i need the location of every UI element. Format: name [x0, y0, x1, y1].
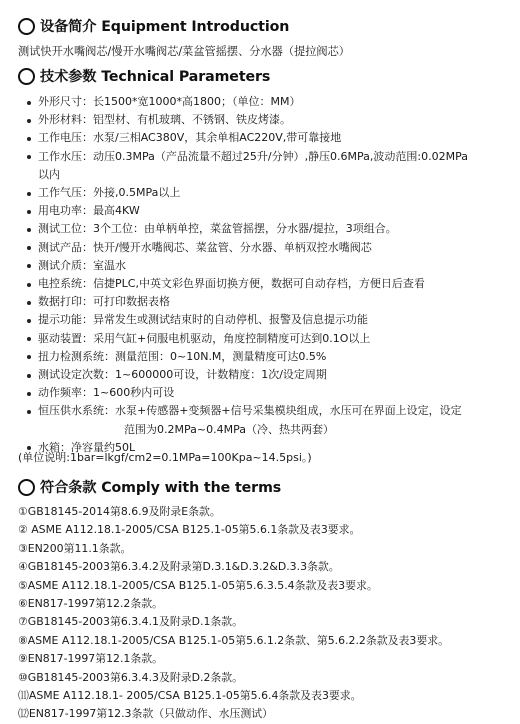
- term-item: ⑩GB18145-2003第6.3.4.3及附录D.2条款。: [18, 670, 244, 684]
- section-title: 设备简介 Equipment Introduction: [40, 19, 290, 35]
- section-title: 技术参数 Technical Parameters: [40, 69, 271, 85]
- parameter-text: 驱动装置：采用气缸+伺服电机驱动，角度控制精度可达到0.1O以上: [38, 331, 371, 345]
- parameter-item: [0, 384, 520, 402]
- parameter-text-continuation: 以内: [38, 167, 60, 181]
- circle-bullet-icon: [18, 479, 35, 496]
- unit-note: (单位说明:1bar=lkgf/cm2=0.1MPa=100Kpa~14.5psi。): [18, 451, 312, 464]
- parameter-item: [0, 402, 520, 438]
- section-heading-comply: [18, 476, 281, 498]
- term-item: ①GB18145-2014第8.6.9及附录E条款。: [18, 505, 221, 518]
- parameter-item: [0, 366, 520, 384]
- parameter-text: 测试工位：3个工位：由单柄单控，菜盆管摇摆，分水器/提拉，3项组合。: [38, 222, 397, 236]
- circle-bullet-icon: [18, 18, 35, 35]
- term-item: ⑾ASME A112.18.1- 2005/CSA B125.1-05第5.6.4条款及表3要求。: [18, 689, 362, 703]
- term-item: ⑿EN817-1997第12.3条款（只做动作、水压测试）: [18, 707, 274, 721]
- parameter-text: 外形材料：铝型材、有机玻璃、不锈钢、铁皮烤漆。: [38, 113, 291, 127]
- parameter-item: [0, 111, 520, 129]
- term-item: ⑨EN817-1997第12.1条款。: [18, 652, 164, 666]
- section-heading-technical: [18, 65, 270, 87]
- parameter-text: 水箱：净容量约50L: [38, 440, 136, 454]
- term-item: ③EN200第11.1条款。: [18, 541, 132, 555]
- parameter-text: 数据打印：可打印数据表格: [38, 295, 170, 309]
- parameter-text: 电控系统：信捷PLC,中英文彩色界面切换方便，数据可自动存档，方便日后查看: [38, 277, 425, 291]
- parameter-list: [0, 93, 520, 457]
- parameter-item: [0, 275, 520, 293]
- parameter-item: [0, 220, 520, 238]
- parameter-text: 工作电压：水泵/三相AC380V，其余单相AC220V,带可靠接地: [38, 131, 342, 145]
- parameter-item: [0, 348, 520, 366]
- term-item: ② ASME A112.18.1-2005/CSA B125.1-05第5.6.1条款及表3要求。: [18, 523, 361, 537]
- terms-list: [18, 503, 449, 724]
- parameter-item: [0, 202, 520, 220]
- section-heading-equipment: [18, 15, 289, 37]
- parameter-item: [0, 129, 520, 147]
- parameter-text: 工作水压：动压0.3MPa（产品流量不超过25升/分钟）,静压0.6MPa,波动范围:0.02MPa: [38, 149, 468, 163]
- parameter-item: [0, 93, 520, 111]
- circle-bullet-icon: [18, 68, 35, 85]
- parameter-text-continuation: 范围为0.2MPa~0.4MPa（冷、热共两套）: [124, 422, 334, 436]
- parameter-text: 提示功能：异常发生或测试结束时的自动停机、报警及信息提示功能: [38, 313, 368, 327]
- term-item: ⑥EN817-1997第12.2条款。: [18, 597, 164, 611]
- parameter-item: [0, 257, 520, 275]
- parameter-text: 外形尺寸：长1500*宽1000*高1800；（单位：MM）: [38, 95, 301, 108]
- parameter-item: [0, 239, 520, 257]
- parameter-text: 恒压供水系统：水泵+传感器+变频器+信号采集模块组成，水压可在界面上设定，设定: [38, 404, 462, 418]
- section-title: 符合条款 Comply with the terms: [40, 480, 282, 496]
- term-item: ④GB18145-2003第6.3.4.2及附录第D.3.1&D.3.2&D.3.3条款。: [18, 560, 340, 574]
- parameter-text: 用电功率：最高4KW: [38, 204, 140, 218]
- parameter-text: 测试介质：室温水: [38, 258, 126, 272]
- parameter-text: 测试产品：快开/慢开水嘴阀芯、菜盆管、分水器、单柄双控水嘴阀芯: [38, 240, 372, 254]
- parameter-item: [0, 311, 520, 329]
- equipment-intro-text: 测试快开水嘴阀芯/慢开水嘴阀芯/菜盆管摇摆、分水器（提拉阀芯）: [18, 45, 350, 58]
- term-item: ⑧ASME A112.18.1-2005/CSA B125.1-05第5.6.1.2条款、第5.6.2.2条款及表3要求。: [18, 633, 450, 647]
- parameter-text: 动作频率：1~600秒内可设: [38, 386, 175, 400]
- parameter-item: [0, 293, 520, 311]
- parameter-text: 测试设定次数：1~600000可设，计数精度：1次/设定周期: [38, 368, 327, 382]
- term-item: ⑤ASME A112.18.1-2005/CSA B125.1-05第5.6.3.5.4条款及表3要求。: [18, 578, 378, 592]
- parameter-item: [0, 184, 520, 202]
- term-item: ⑦GB18145-2003第6.3.4.1及附录D.1条款。: [18, 615, 244, 629]
- parameter-item: [0, 330, 520, 348]
- parameter-text: 工作气压：外接,0.5MPa以上: [38, 186, 181, 200]
- parameter-item: [0, 148, 520, 184]
- parameter-text: 扭力检测系统：测量范围：0~10N.M，测量精度可达0.5%: [38, 349, 327, 363]
